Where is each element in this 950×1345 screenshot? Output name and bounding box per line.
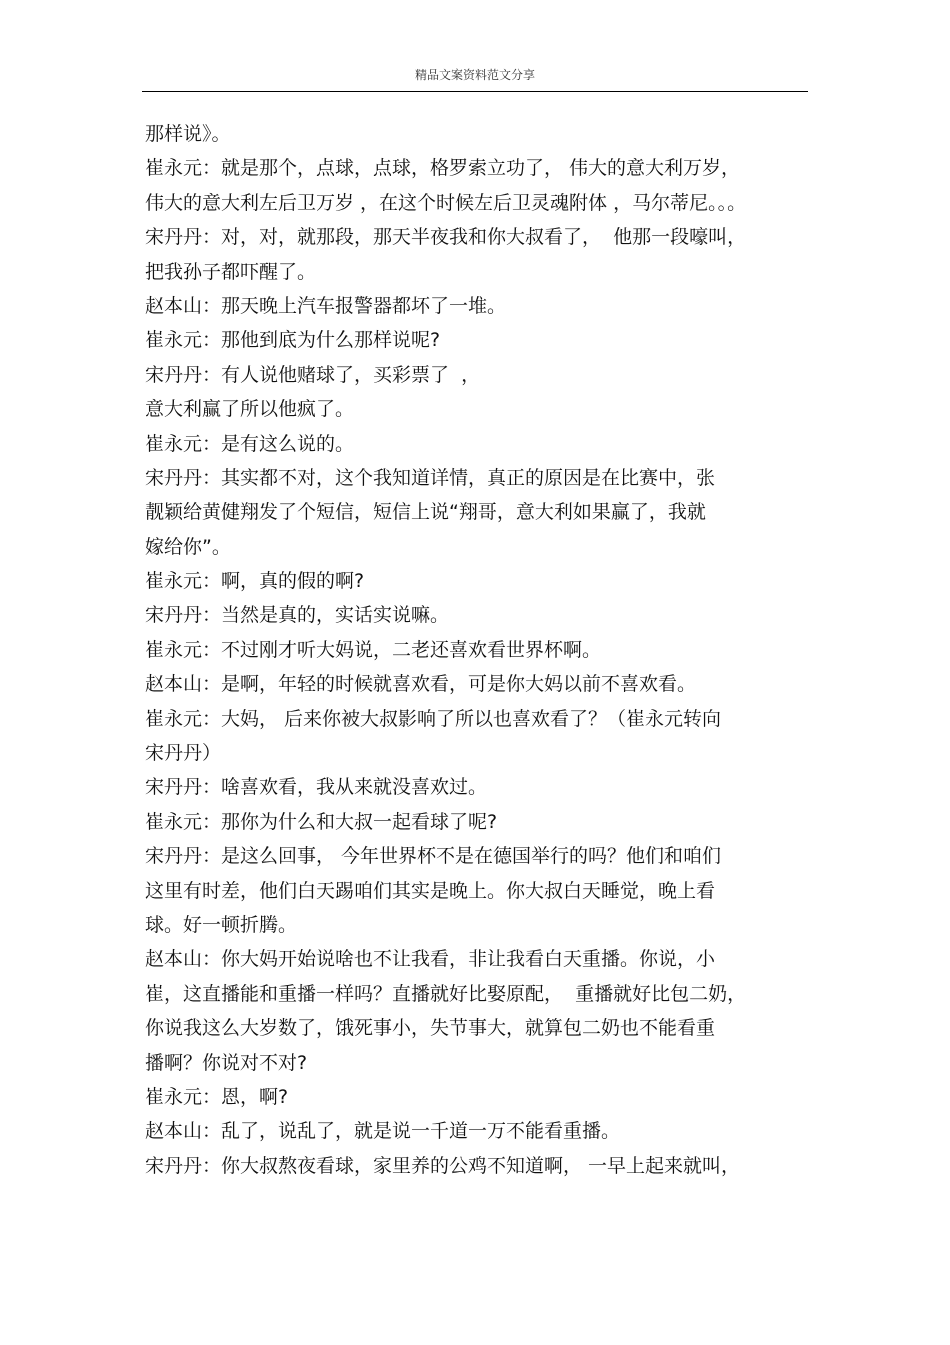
dialogue-line: 崔永元：啊，真的假的啊? (145, 570, 365, 593)
dialogue-line: 伟大的意大利左后卫万岁 ，在这个时候左后卫灵魂附体 ，马尔蒂尼。。。 (145, 191, 747, 214)
page-header: 精品文案资料范文分享 (142, 66, 808, 92)
dialogue-line: 宋丹丹：你大叔熬夜看球，家里养的公鸡不知道啊， 一早上起来就叫， (145, 1154, 741, 1177)
dialogue-body (145, 117, 825, 1183)
dialogue-line: 宋丹丹：是这么回事， 今年世界杯不是在德国举行的吗？他们和咱们 (145, 845, 722, 868)
dialogue-line: 你说我这么大岁数了，饿死事小，失节事大，就算包二奶也不能看重 (145, 1017, 716, 1040)
dialogue-line: 球。好一顿折腾。 (145, 913, 298, 936)
dialogue-line: 嫁给你”。 (145, 535, 231, 558)
dialogue-line: 崔永元：那你为什么和大叔一起看球了呢? (145, 810, 498, 833)
dialogue-line: 崔永元：是有这么说的。 (145, 432, 355, 455)
dialogue-line: 宋丹丹：当然是真的，实话实说嘛。 (145, 604, 450, 627)
dialogue-line: 崔永元：恩，啊? (145, 1085, 289, 1108)
dialogue-line: 赵本山：乱了，说乱了，就是说一千道一万不能看重播。 (145, 1120, 621, 1143)
dialogue-line: 崔，这直播能和重播一样吗？直播就好比娶原配， 重播就好比包二奶， (145, 982, 747, 1005)
dialogue-line: 崔永元：大妈， 后来你被大叔影响了所以也喜欢看了？（崔永元转向 (145, 707, 722, 730)
dialogue-line: 那样说》。 (145, 123, 231, 145)
dialogue-line: 播啊？你说对不对? (145, 1051, 308, 1074)
dialogue-line: 把我孙子都吓醒了。 (145, 260, 317, 283)
dialogue-line: 赵本山：是啊，年轻的时候就喜欢看，可是你大妈以前不喜欢看。 (145, 673, 697, 696)
dialogue-line: 宋丹丹：啥喜欢看，我从来就没喜欢过。 (145, 776, 488, 799)
dialogue-line: 宋丹丹：对，对，就那段，那天半夜我和你大叔看了， 他那一段嚎叫， (145, 226, 747, 249)
dialogue-line: 宋丹丹） (145, 742, 222, 765)
dialogue-line: 赵本山：那天晚上汽车报警器都坏了一堆。 (145, 294, 507, 317)
dialogue-line: 崔永元：就是那个，点球，点球，格罗索立功了， 伟大的意大利万岁， (145, 157, 741, 180)
dialogue-line: 崔永元：那他到底为什么那样说呢? (145, 329, 441, 352)
dialogue-line: 靓颖给黄健翔发了个短信，短信上说“翔哥，意大利如果赢了，我就 (145, 501, 706, 524)
dialogue-line: 宋丹丹：其实都不对，这个我知道详情，真正的原因是在比赛中，张 (145, 466, 716, 489)
dialogue-line: 赵本山：你大妈开始说啥也不让我看，非让我看白天重播。你说，小 (145, 948, 716, 971)
dialogue-line: 这里有时差，他们白天踢咱们其实是晚上。你大叔白天睡觉，晚上看 (145, 879, 716, 902)
dialogue-line: 意大利赢了所以他疯了。 (145, 398, 355, 421)
dialogue-line: 宋丹丹：有人说他赌球了，买彩票了 ， (145, 363, 481, 386)
dialogue-line: 崔永元：不过刚才听大妈说，二老还喜欢看世界杯啊。 (145, 638, 602, 661)
